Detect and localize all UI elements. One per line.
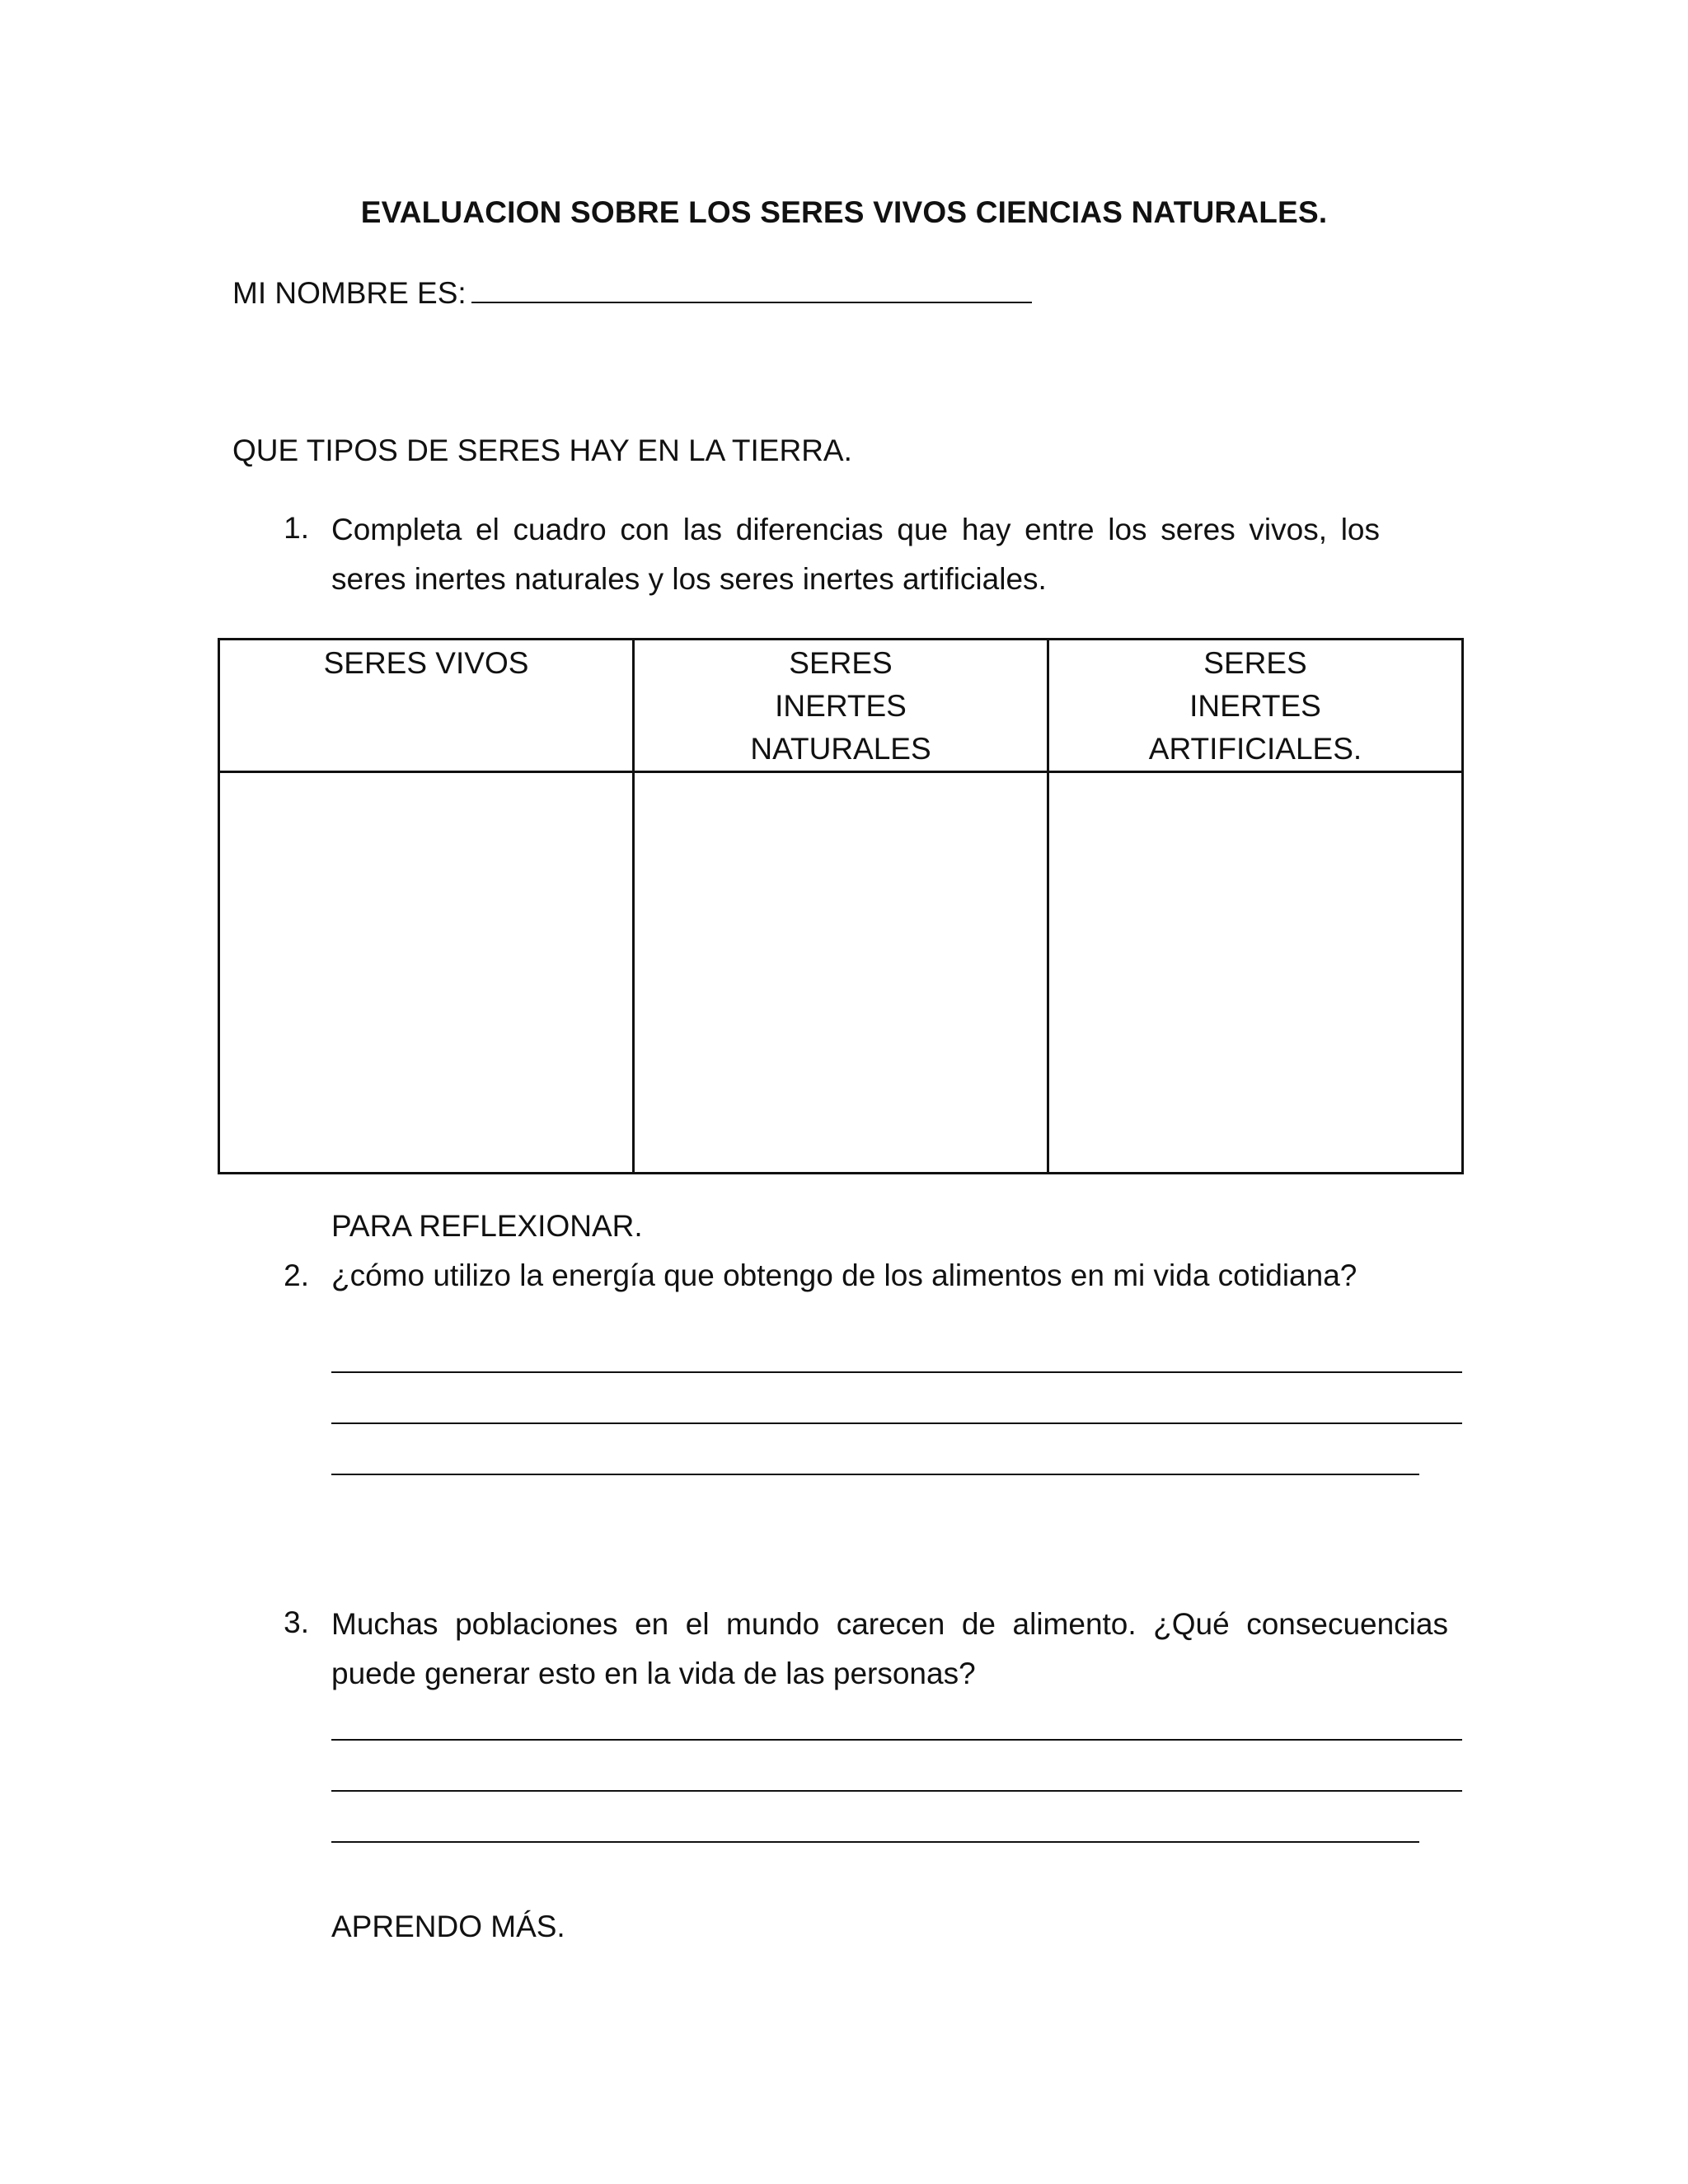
- answer-cell-inertes-naturales[interactable]: [634, 772, 1048, 1174]
- header-seres-inertes-naturales: [634, 640, 1048, 772]
- answer-cell-inertes-artificiales[interactable]: [1048, 772, 1463, 1174]
- question-1-text: Completa el cuadro con las diferencias que hay entre los seres vivos, los seres inertes naturales y los seres inertes artificiales.: [331, 513, 1380, 596]
- question-1-number: 1.: [284, 511, 309, 545]
- question-2-answer-line-1[interactable]: [331, 1371, 1462, 1373]
- question-3-answer-line-2[interactable]: [331, 1790, 1462, 1792]
- header-seres-inertes-naturales-label: SERES INERTES NATURALES: [750, 646, 931, 766]
- question-2-answer-line-3[interactable]: [331, 1474, 1419, 1475]
- question-3-number: 3.: [284, 1605, 309, 1639]
- header-seres-inertes-artificiales: [1048, 640, 1463, 772]
- question-3-answer-line-3[interactable]: [331, 1841, 1419, 1843]
- learn-more-heading: APRENDO MÁS.: [331, 1910, 565, 1943]
- question-3-text: Muchas poblaciones en el mundo carecen de alimento. ¿Qué consecuencias puede generar esto en la vida de las personas?: [331, 1607, 1448, 1690]
- header-seres-vivos: SERES VIVOS: [219, 640, 634, 772]
- question-2-number: 2.: [284, 1258, 309, 1292]
- question-2-answer-line-2[interactable]: [331, 1422, 1462, 1424]
- name-label: MI NOMBRE ES:: [232, 276, 467, 310]
- table-header-row: [219, 640, 1463, 772]
- name-blank-line[interactable]: [471, 277, 1032, 303]
- name-field-row: [232, 276, 1032, 311]
- header-seres-inertes-artificiales-label: SERES INERTES ARTIFICIALES.: [1148, 646, 1362, 766]
- page-title: EVALUACION SOBRE LOS SERES VIVOS CIENCIAS NATURALES.: [360, 195, 1328, 229]
- table-answer-row: [219, 772, 1463, 1174]
- reflect-heading: PARA REFLEXIONAR.: [331, 1209, 643, 1243]
- answer-cell-seres-vivos[interactable]: [219, 772, 634, 1174]
- section-heading: QUE TIPOS DE SERES HAY EN LA TIERRA.: [232, 434, 852, 467]
- differences-table: [218, 638, 1464, 1174]
- question-3-answer-line-1[interactable]: [331, 1739, 1462, 1741]
- question-2-text: ¿cómo utilizo la energía que obtengo de los alimentos en mi vida cotidiana?: [331, 1258, 1357, 1292]
